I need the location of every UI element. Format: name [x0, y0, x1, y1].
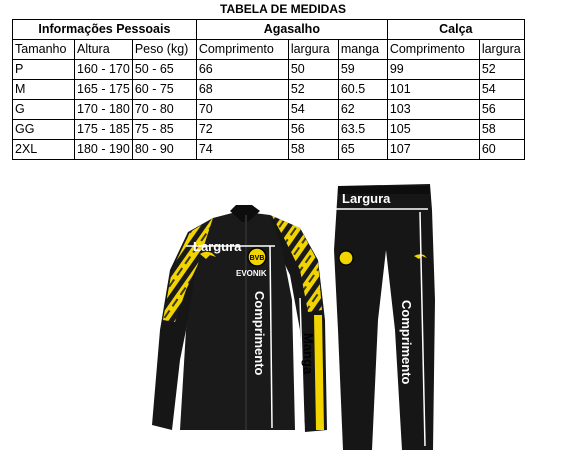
header-weight: Peso (kg)	[132, 40, 196, 60]
cell-pants-width: 58	[479, 120, 524, 140]
cell-pants-length: 99	[387, 60, 479, 80]
cell-jacket-width: 54	[288, 100, 338, 120]
jacket-sleeve-label: Manga	[301, 333, 316, 375]
cell-size: M	[13, 80, 75, 100]
pants-width-label: Largura	[342, 191, 391, 206]
header-size: Tamanho	[13, 40, 75, 60]
cell-jacket-length: 74	[196, 140, 288, 160]
size-chart-title: TABELA DE MEDIDAS	[220, 2, 346, 16]
cell-size: GG	[13, 120, 75, 140]
cell-weight: 50 - 65	[132, 60, 196, 80]
header-pants-length: Comprimento	[387, 40, 479, 60]
pants-crest-icon	[339, 251, 353, 265]
cell-height: 180 - 190	[75, 140, 133, 160]
group-personal-info: Informações Pessoais	[13, 20, 197, 40]
cell-jacket-sleeve: 60.5	[338, 80, 387, 100]
jacket-illustration	[152, 205, 327, 432]
cell-weight: 60 - 75	[132, 80, 196, 100]
cell-pants-length: 103	[387, 100, 479, 120]
cell-size: P	[13, 60, 75, 80]
cell-jacket-length: 70	[196, 100, 288, 120]
header-height: Altura	[75, 40, 133, 60]
cell-jacket-sleeve: 59	[338, 60, 387, 80]
table-row	[13, 60, 525, 80]
cell-weight: 70 - 80	[132, 100, 196, 120]
header-jacket-sleeve: manga	[338, 40, 387, 60]
table-row	[13, 120, 525, 140]
jacket-brand-text: EVONIK	[236, 269, 267, 278]
table-row	[13, 80, 525, 100]
group-pants: Calça	[387, 20, 524, 40]
cell-jacket-width: 50	[288, 60, 338, 80]
table-row	[13, 100, 525, 120]
cell-weight: 80 - 90	[132, 140, 196, 160]
pants-length-label: Comprimento	[399, 300, 414, 385]
cell-height: 165 - 175	[75, 80, 133, 100]
svg-text:BVB: BVB	[249, 255, 265, 262]
size-table	[12, 19, 525, 160]
cell-jacket-sleeve: 63.5	[338, 120, 387, 140]
header-jacket-width: largura	[288, 40, 338, 60]
table-row	[13, 140, 525, 160]
cell-height: 160 - 170	[75, 60, 133, 80]
cell-jacket-width: 52	[288, 80, 338, 100]
jacket-length-label: Comprimento	[252, 291, 267, 376]
header-jacket-length: Comprimento	[196, 40, 288, 60]
cell-jacket-length: 72	[196, 120, 288, 140]
cell-pants-width: 52	[479, 60, 524, 80]
bvb-crest-icon	[248, 248, 266, 266]
cell-size: 2XL	[13, 140, 75, 160]
cell-size: G	[13, 100, 75, 120]
cell-height: 175 - 185	[75, 120, 133, 140]
cell-jacket-length: 66	[196, 60, 288, 80]
header-pants-width: largura	[479, 40, 524, 60]
cell-pants-width: 56	[479, 100, 524, 120]
cell-pants-width: 54	[479, 80, 524, 100]
cell-jacket-length: 68	[196, 80, 288, 100]
cell-jacket-sleeve: 62	[338, 100, 387, 120]
cell-pants-length: 107	[387, 140, 479, 160]
cell-pants-length: 101	[387, 80, 479, 100]
cell-weight: 75 - 85	[132, 120, 196, 140]
cell-jacket-width: 58	[288, 140, 338, 160]
group-jacket: Agasalho	[196, 20, 387, 40]
cell-jacket-width: 56	[288, 120, 338, 140]
column-header-row	[13, 40, 525, 60]
group-header-row	[13, 20, 525, 40]
cell-jacket-sleeve: 65	[338, 140, 387, 160]
jacket-width-label: Largura	[193, 239, 242, 254]
pants-illustration	[334, 184, 435, 450]
cell-height: 170 - 180	[75, 100, 133, 120]
cell-pants-width: 60	[479, 140, 524, 160]
tracksuit-illustration	[0, 180, 566, 463]
cell-pants-length: 105	[387, 120, 479, 140]
